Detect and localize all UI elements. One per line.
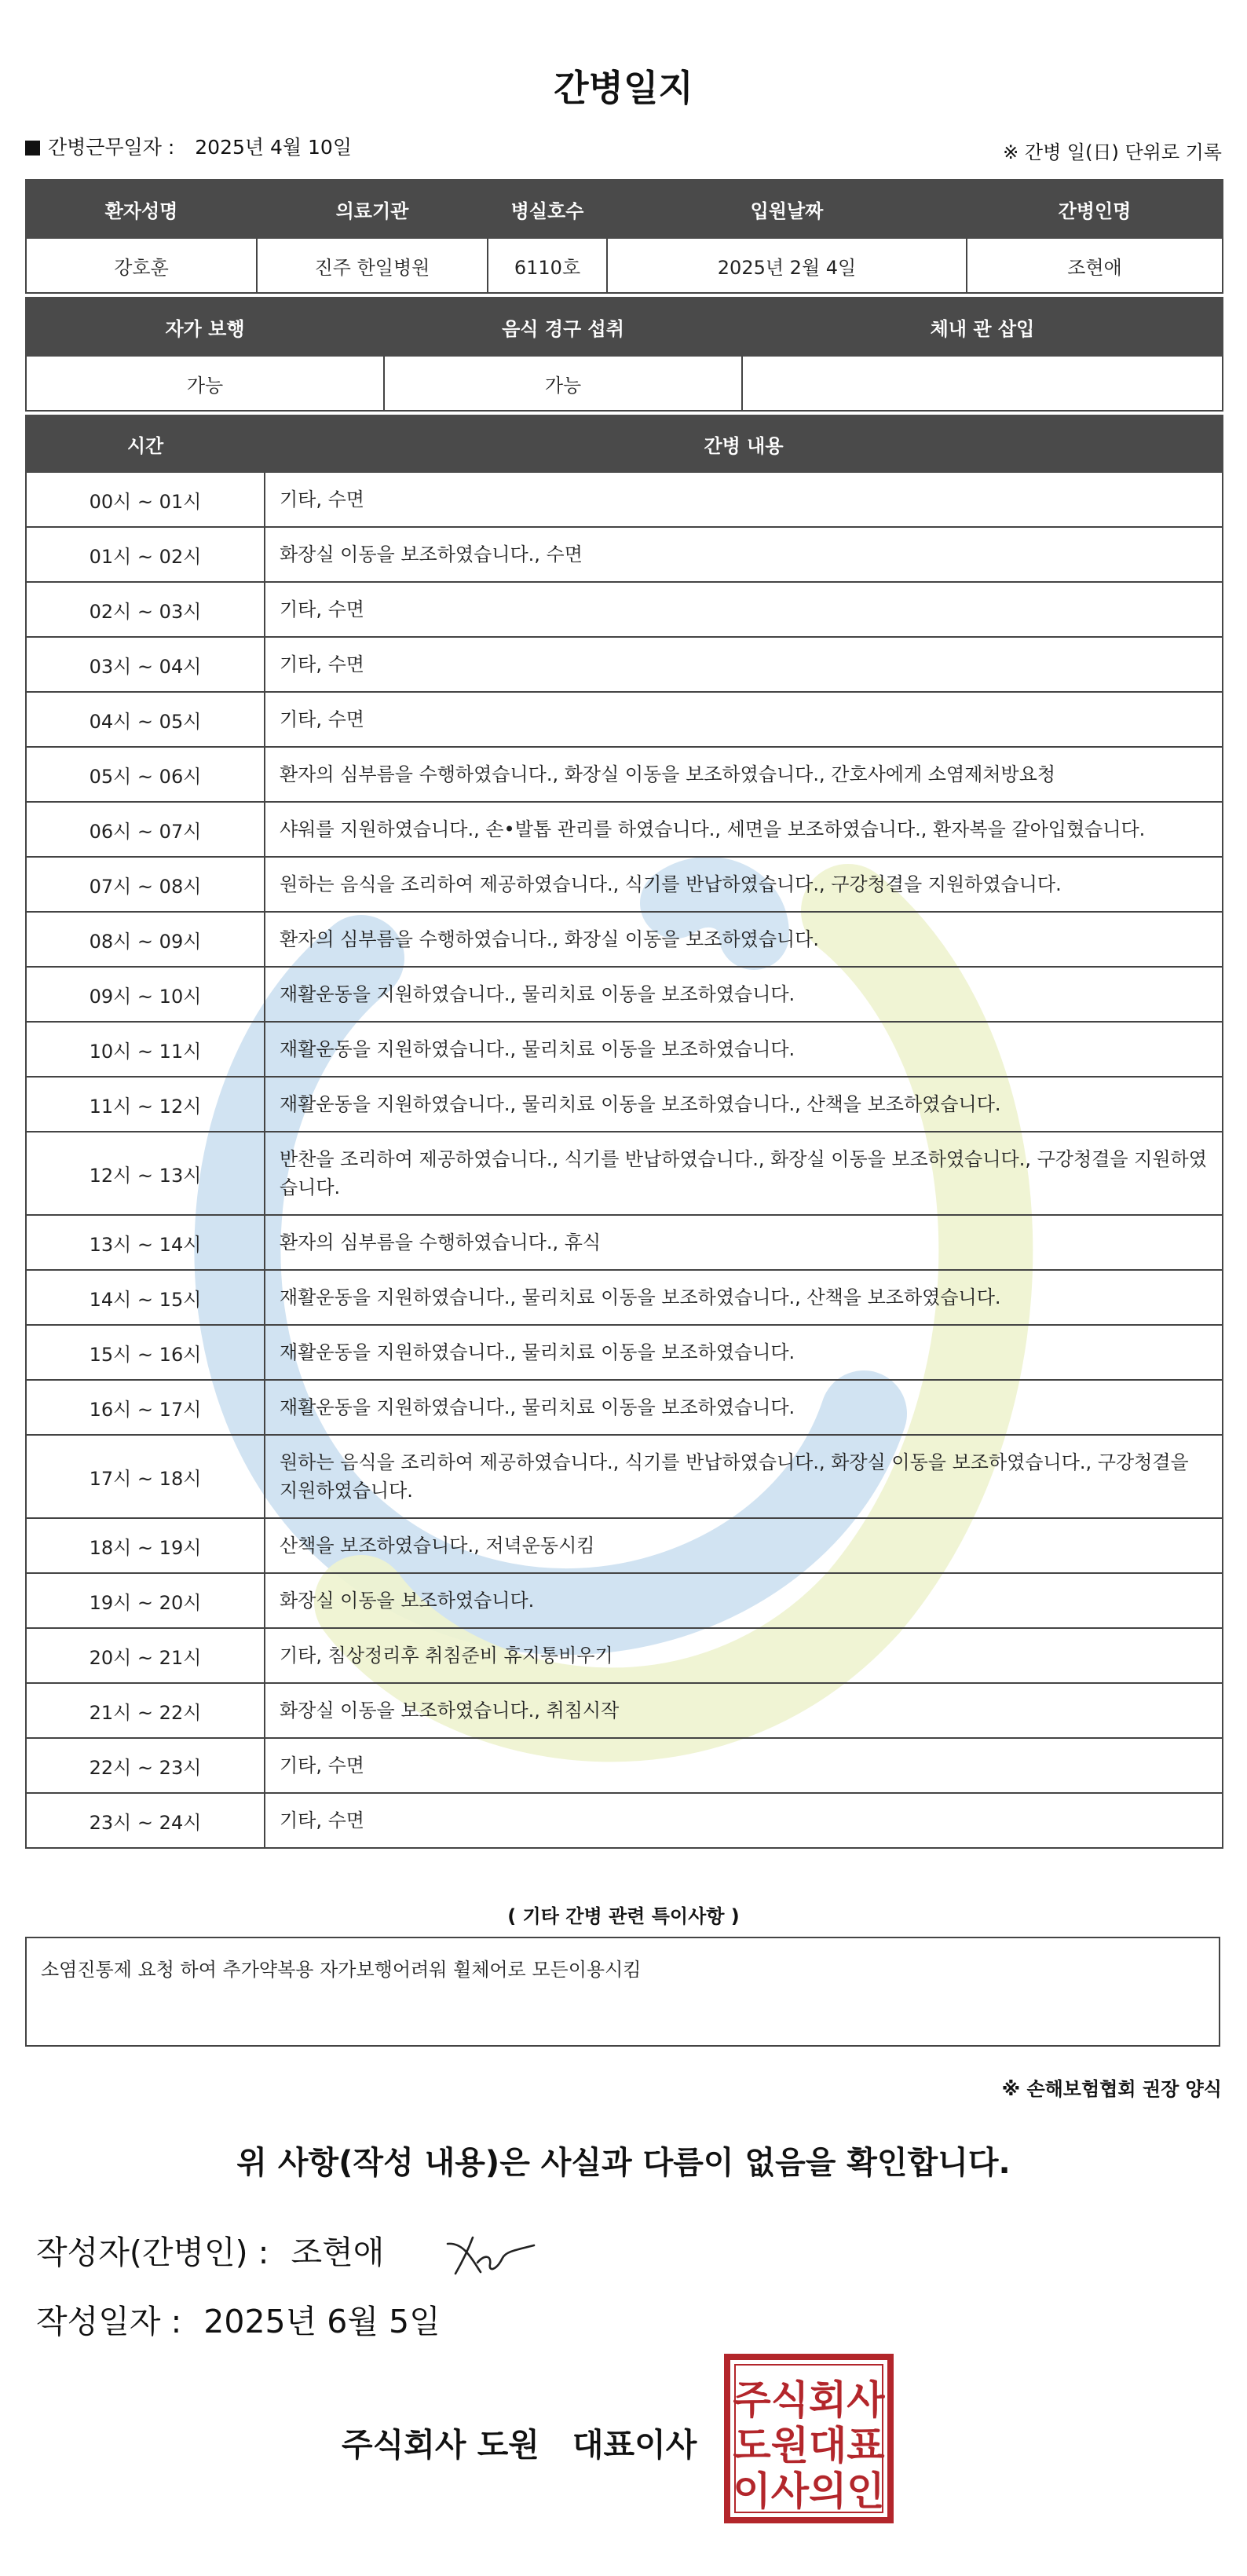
table-row [26, 1022, 1223, 1077]
square-bullet-icon [25, 141, 40, 156]
table-row [26, 637, 1223, 692]
room-number: 6110호 [488, 238, 607, 293]
log-content: 환자의 심부름을 수행하였습니다., 화장실 이동을 보조하였습니다., 간호사에게 소염제처방요청 [265, 747, 1223, 802]
log-time: 19시 ~ 20시 [26, 1573, 265, 1628]
work-date-label: 간병근무일자 : [48, 136, 175, 159]
log-time: 15시 ~ 16시 [26, 1325, 265, 1380]
caregiver-name: 조현애 [967, 238, 1223, 293]
seal-line-1: 주식회사 [733, 2377, 885, 2423]
table-row [26, 802, 1223, 857]
table-row [26, 1628, 1223, 1683]
log-content: 산책을 보조하였습니다., 저녁운동시킴 [265, 1518, 1223, 1573]
log-content: 재활운동을 지원하였습니다., 물리치료 이동을 보조하였습니다. [265, 967, 1223, 1022]
written-date-value: 2025년 6월 5일 [203, 2303, 441, 2340]
log-content: 환자의 심부름을 수행하였습니다., 휴식 [265, 1215, 1223, 1270]
log-time: 09시 ~ 10시 [26, 967, 265, 1022]
writer-name: 조현애 [291, 2234, 385, 2271]
log-time: 13시 ~ 14시 [26, 1215, 265, 1270]
table-row [26, 912, 1223, 967]
log-content: 기타, 침상정리후 취침준비 휴지통비우기 [265, 1628, 1223, 1683]
log-time: 21시 ~ 22시 [26, 1683, 265, 1738]
writer-label: 작성자(간병인) : [36, 2234, 269, 2271]
log-content: 기타, 수면 [265, 637, 1223, 692]
log-content: 샤워를 지원하였습니다., 손•발톱 관리를 하였습니다., 세면을 보조하였습니다., 환자복을 갈아입혔습니다. [265, 802, 1223, 857]
log-content: 재활운동을 지원하였습니다., 물리치료 이동을 보조하였습니다. [265, 1380, 1223, 1435]
signature-icon [440, 2227, 542, 2281]
log-time: 06시 ~ 07시 [26, 802, 265, 857]
log-content: 재활운동을 지원하였습니다., 물리치료 이동을 보조하였습니다., 산책을 보조하였습니다. [265, 1270, 1223, 1325]
log-content: 기타, 수면 [265, 1738, 1223, 1793]
oral-intake-value: 가능 [384, 356, 742, 411]
admission-date: 2025년 2월 4일 [607, 238, 967, 293]
written-date-label: 작성일자 : [36, 2303, 182, 2340]
header-tube-insertion: 체내 관 삽입 [742, 298, 1223, 356]
patient-info-table [25, 179, 1223, 294]
table-row [26, 692, 1223, 747]
special-notes-content: 소염진통제 요청 하여 추가약복용 자가보행어려워 휠체어로 모든이용시킴 [41, 1959, 642, 1981]
table-row [26, 1077, 1223, 1132]
table-row [26, 857, 1223, 912]
special-notes-title: ( 기타 간병 관련 특이사항 ) [507, 1905, 740, 1927]
log-time: 12시 ~ 13시 [26, 1132, 265, 1215]
table-row [26, 747, 1223, 802]
log-content: 화장실 이동을 보조하였습니다., 수면 [265, 527, 1223, 582]
daily-record-note: ※ 간병 일(日) 단위로 기록 [1003, 141, 1222, 163]
confirmation-statement: 위 사항(작성 내용)은 사실과 다름이 없음을 확인합니다. [236, 2145, 1011, 2181]
company-name: 주식회사 도원 [342, 2426, 539, 2464]
table-row [26, 582, 1223, 637]
header-caregiver: 간병인명 [967, 180, 1223, 238]
page-title: 간병일지 [554, 67, 693, 109]
table-row [26, 1573, 1223, 1628]
log-content: 화장실 이동을 보조하였습니다. [265, 1573, 1223, 1628]
log-time: 04시 ~ 05시 [26, 692, 265, 747]
log-content: 기타, 수면 [265, 582, 1223, 637]
header-oral-intake: 음식 경구 섭취 [384, 298, 742, 356]
table-row [26, 356, 1223, 411]
seal-line-2: 도원대표 [733, 2423, 885, 2468]
log-content: 환자의 심부름을 수행하였습니다., 화장실 이동을 보조하였습니다. [265, 912, 1223, 967]
seal-line-3: 이사의인 [733, 2468, 885, 2514]
insurance-form-note: ※ 손해보험협회 권장 양식 [1001, 2078, 1222, 2100]
log-content: 화장실 이동을 보조하였습니다., 취침시작 [265, 1683, 1223, 1738]
log-content: 재활운동을 지원하였습니다., 물리치료 이동을 보조하였습니다. [265, 1325, 1223, 1380]
log-time: 18시 ~ 19시 [26, 1518, 265, 1573]
header-care-content: 간병 내용 [265, 415, 1223, 472]
log-content: 기타, 수면 [265, 692, 1223, 747]
table-header-row [26, 180, 1223, 238]
header-walking: 자가 보행 [26, 298, 384, 356]
header-time: 시간 [26, 415, 265, 472]
log-time: 05시 ~ 06시 [26, 747, 265, 802]
header-patient-name: 환자성명 [26, 180, 257, 238]
company-line [342, 2419, 697, 2465]
log-time: 23시 ~ 24시 [26, 1793, 265, 1848]
table-header-row [26, 415, 1223, 472]
log-time: 22시 ~ 23시 [26, 1738, 265, 1793]
patient-status-table [25, 297, 1223, 412]
table-row [26, 1132, 1223, 1215]
header-hospital: 의료기관 [257, 180, 488, 238]
tube-insertion-value [742, 356, 1223, 411]
table-row [26, 472, 1223, 527]
work-date-value: 2025년 4월 10일 [195, 136, 352, 159]
written-date-line [36, 2296, 441, 2342]
table-row [26, 1380, 1223, 1435]
table-row [26, 527, 1223, 582]
table-row [26, 1793, 1223, 1848]
walking-value: 가능 [26, 356, 384, 411]
log-time: 20시 ~ 21시 [26, 1628, 265, 1683]
patient-name: 강호훈 [26, 238, 257, 293]
log-content: 재활운동을 지원하였습니다., 물리치료 이동을 보조하였습니다. [265, 1022, 1223, 1077]
writer-line [36, 2227, 384, 2273]
log-time: 03시 ~ 04시 [26, 637, 265, 692]
log-content: 원하는 음식을 조리하여 제공하였습니다., 식기를 반납하였습니다., 구강청결을 지원하였습니다. [265, 857, 1223, 912]
table-header-row [26, 298, 1223, 356]
log-time: 16시 ~ 17시 [26, 1380, 265, 1435]
log-content: 기타, 수면 [265, 472, 1223, 527]
log-time: 02시 ~ 03시 [26, 582, 265, 637]
company-seal-icon [722, 2352, 895, 2525]
table-row [26, 1435, 1223, 1518]
table-row [26, 967, 1223, 1022]
work-date [25, 132, 352, 160]
table-row [26, 1738, 1223, 1793]
log-time: 11시 ~ 12시 [26, 1077, 265, 1132]
log-content: 기타, 수면 [265, 1793, 1223, 1848]
log-time: 01시 ~ 02시 [26, 527, 265, 582]
log-time: 10시 ~ 11시 [26, 1022, 265, 1077]
header-room: 병실호수 [488, 180, 607, 238]
table-row [26, 1270, 1223, 1325]
company-ceo-title: 대표이사 [572, 2426, 697, 2464]
log-content: 원하는 음식을 조리하여 제공하였습니다., 식기를 반납하였습니다., 화장실 이동을 보조하였습니다., 구강청결을 지원하였습니다. [265, 1435, 1223, 1518]
log-time: 07시 ~ 08시 [26, 857, 265, 912]
log-time: 17시 ~ 18시 [26, 1435, 265, 1518]
table-row [26, 1683, 1223, 1738]
log-time: 08시 ~ 09시 [26, 912, 265, 967]
hospital-name: 진주 한일병원 [257, 238, 488, 293]
table-row [26, 1325, 1223, 1380]
header-admission-date: 입원날짜 [607, 180, 967, 238]
special-notes-box [25, 1937, 1220, 2047]
log-time: 14시 ~ 15시 [26, 1270, 265, 1325]
log-content: 반찬을 조리하여 제공하였습니다., 식기를 반납하였습니다., 화장실 이동을 보조하였습니다., 구강청결을 지원하였습니다. [265, 1132, 1223, 1215]
hourly-care-log-table [25, 415, 1223, 1849]
log-content: 재활운동을 지원하였습니다., 물리치료 이동을 보조하였습니다., 산책을 보조하였습니다. [265, 1077, 1223, 1132]
log-time: 00시 ~ 01시 [26, 472, 265, 527]
table-row [26, 238, 1223, 293]
table-row [26, 1215, 1223, 1270]
table-row [26, 1518, 1223, 1573]
